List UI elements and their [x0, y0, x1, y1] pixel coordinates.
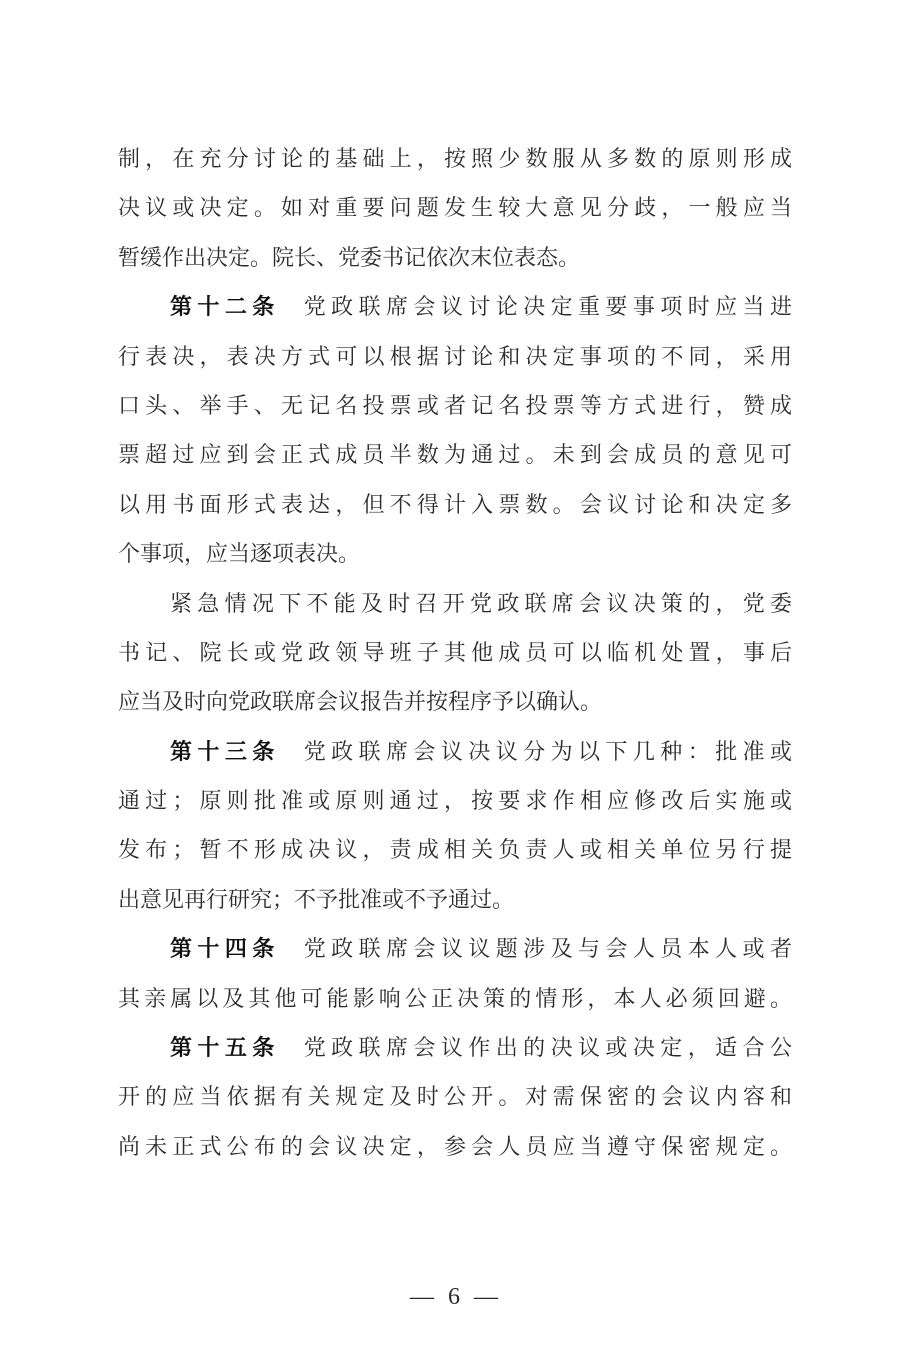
document-line [118, 727, 792, 776]
line-text: 票超过应到会正式成员半数为通过。未到会成员的意见可 [118, 442, 792, 468]
line-text: 党政联席会议议题涉及与会人员本人或者 [303, 936, 792, 962]
document-line [118, 974, 792, 1023]
document-line [118, 480, 792, 529]
line-text: 个事项，应当逐项表决。 [118, 541, 361, 567]
line-text: 其亲属以及其他可能影响公正决策的情形，本人必须回避。 [118, 985, 792, 1011]
document-line [118, 1072, 792, 1121]
document-line [118, 875, 792, 924]
document-line [118, 430, 792, 479]
document-line [118, 332, 792, 381]
document-body [118, 134, 792, 1171]
line-text: 党政联席会议作出的决议或决定，适合公 [303, 1035, 792, 1061]
line-text: 发布；暂不形成决议，责成相关负责人或相关单位另行提 [118, 837, 792, 863]
line-text: 党政联席会议决议分为以下几种：批准或 [303, 738, 792, 764]
line-text: 开的应当依据有关规定及时公开。对需保密的会议内容和 [118, 1084, 792, 1110]
document-line [118, 628, 792, 677]
line-text: 暂缓作出决定。院长、党委书记依次末位表态。 [118, 244, 581, 270]
document-line [118, 677, 792, 726]
document-line [118, 1122, 792, 1171]
line-text: 尚未正式公布的会议决定，参会人员应当遵守保密规定。 [118, 1133, 792, 1159]
line-text: 口头、举手、无记名投票或者记名投票等方式进行，赞成 [118, 392, 792, 418]
document-line [118, 529, 792, 578]
page-number: — 6 — [410, 1284, 502, 1310]
line-text: 应当及时向党政联席会议报告并按程序予以确认。 [118, 689, 603, 715]
line-text: 书记、院长或党政领导班子其他成员可以临机处置，事后 [118, 639, 792, 665]
line-text: 制，在充分讨论的基础上，按照少数服从多数的原则形成 [118, 146, 792, 171]
line-text: 通过；原则批准或原则通过，按要求作相应修改后实施或 [118, 788, 792, 814]
line-text: 紧急情况下不能及时召开党政联席会议决策的，党委 [170, 590, 792, 616]
article-number-heading: 第十二条 [170, 294, 280, 320]
document-line [118, 233, 792, 282]
line-text: 以用书面形式表达，但不得计入票数。会议讨论和决定多 [118, 491, 792, 517]
article-number-heading: 第十四条 [170, 936, 280, 962]
document-line [118, 1023, 792, 1072]
line-text: 行表决，表决方式可以根据讨论和决定事项的不同，采用 [118, 343, 792, 369]
line-text: 党政联席会议讨论决定重要事项时应当进 [303, 294, 792, 320]
document-line [118, 924, 792, 973]
document-line [118, 579, 792, 628]
article-number-heading: 第十三条 [170, 738, 280, 764]
document-line [118, 183, 792, 232]
document-line [118, 776, 792, 825]
document-line [118, 825, 792, 874]
document-line [118, 381, 792, 430]
line-text: 出意见再行研究；不予批准或不予通过。 [118, 886, 515, 912]
document-line [118, 282, 792, 331]
line-text: 决议或决定。如对重要问题发生较大意见分歧，一般应当 [118, 195, 792, 221]
article-number-heading: 第十五条 [170, 1035, 280, 1061]
document-line [118, 134, 792, 183]
